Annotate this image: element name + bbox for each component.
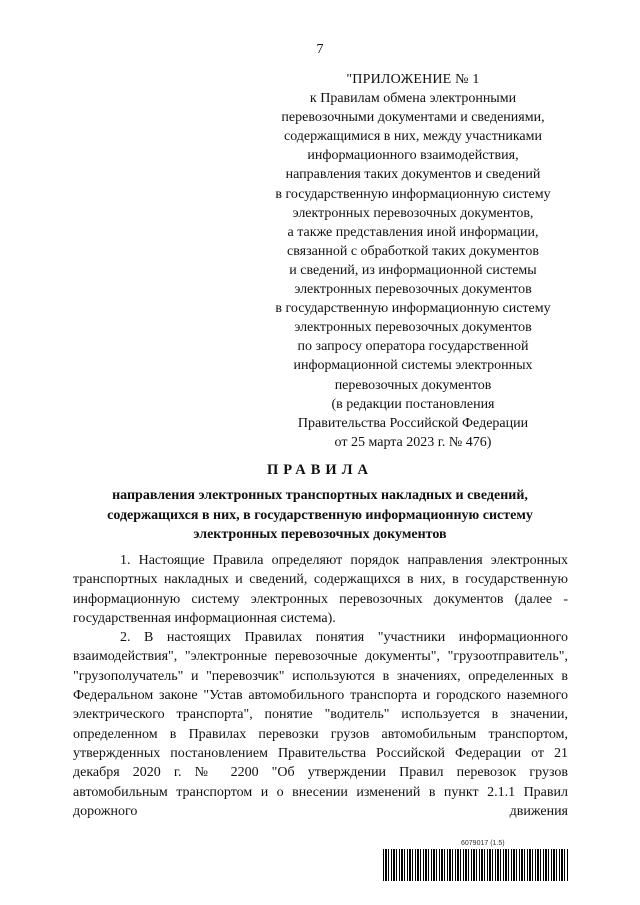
annex-line: перевозочными документами и сведениями,: [281, 110, 545, 126]
annex-line: электронных перевозочных документов: [294, 320, 532, 336]
annex-line: информационного взаимодействия,: [307, 148, 519, 164]
page-number: 7: [316, 42, 324, 57]
annex-line: электронных перевозочных документов: [294, 282, 532, 298]
document-body: [73, 551, 568, 821]
rules-heading: ПРАВИЛА: [267, 462, 373, 478]
rules-subtitle: [70, 486, 570, 545]
paragraph-1: 1. Настоящие Правила определяют порядок направления электронных транспортных накладных и сведений, содержащихся в них, в государственную информационную систему электронных перевозочных документов (далее - государственная информационная система).: [73, 553, 568, 626]
barcode-label: 6079017 (1.5): [461, 840, 505, 847]
annex-line: связанной с обработкой таких документов: [287, 243, 539, 259]
subtitle-line: электронных перевозочных документов: [193, 527, 447, 542]
annex-line: электронных перевозочных документов,: [292, 205, 534, 221]
annex-line: в государственную информационную систему: [275, 186, 551, 202]
subtitle-line: содержащихся в них, в государственную информационную систему: [107, 507, 533, 523]
subtitle-line: направления электронных транспортных накладных и сведений,: [112, 488, 528, 503]
annex-line: по запросу оператора государственной: [297, 339, 529, 355]
annex-line: перевозочных документов: [334, 377, 492, 393]
barcode-icon: [383, 849, 568, 881]
annex-line: информационной системы электронных: [293, 358, 533, 374]
annex-line: в государственную информационную систему: [275, 301, 551, 317]
barcode-block: [383, 840, 568, 882]
annex-header: [258, 70, 568, 452]
annex-line: направления таких документов и сведений: [285, 167, 541, 183]
annex-line: а также представления иной информации,: [287, 224, 539, 240]
annex-line: содержащимися в них, между участниками: [283, 129, 542, 145]
annex-line: (в редакции постановления: [331, 396, 495, 412]
annex-line: к Правилам обмена электронными: [309, 91, 517, 107]
annex-line: Правительства Российской Федерации: [297, 415, 529, 431]
paragraph-2: 2. В настоящих Правилах понятия "участники информационного взаимодействия", "электронные перевозочные документы", "грузоотправитель", "грузополучатель" и "перевозчик" используются в значениях, определенных в Федеральном законе "Устав автомобильного транспорта и городского наземного электрического транспорта", понятие "водитель" используется в значении, определенном в Правилах перевозки грузов автомобильным транспортом, утвержденных постановлением Правительства Российской Федерации от 21 декабря 2020 г. № 2200 "Об утверждении Правил перевозок грузов автомобильным транспортом и о внесении изменений в пункт 2.1.1 Правил дорожного движения: [73, 630, 568, 819]
annex-line: и сведений, из информационной системы: [289, 262, 537, 278]
annex-title: "ПРИЛОЖЕНИЕ № 1: [346, 72, 480, 87]
annex-line: от 25 марта 2023 г. № 476): [334, 434, 492, 450]
